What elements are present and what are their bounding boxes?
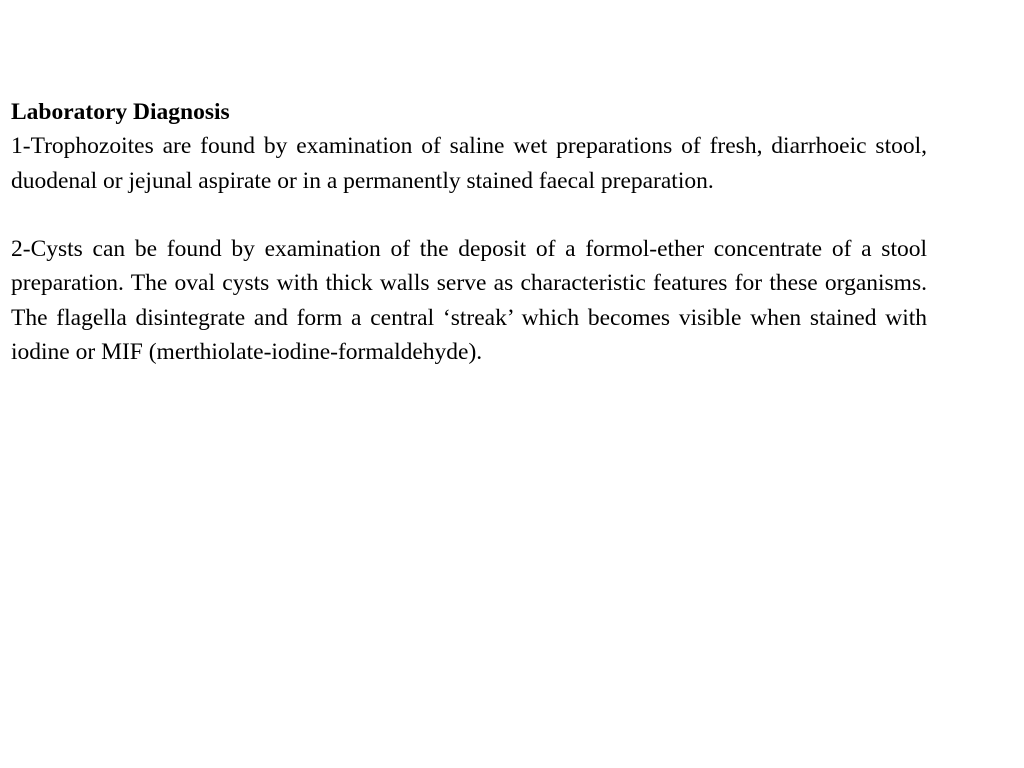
slide-heading: Laboratory Diagnosis — [11, 99, 230, 125]
paragraph-spacer — [11, 198, 927, 232]
slide-content — [11, 95, 927, 369]
paragraph-cysts: 2-Cysts can be found by examination of the deposit of a formol-ether concentrate of a stool preparation. The oval cysts with thick walls serve as characteristic features for these organisms. The flagella disintegrate and form a central ‘streak’ which becomes visible when stained with iodine or MIF (merthiolate-iodine-formaldehyde). — [11, 236, 927, 366]
paragraph-trophozoites: 1-Trophozoites are found by examination of saline wet preparations of fresh, diarrhoeic stool, duodenal or jejunal aspirate or in a permanently stained faecal preparation. — [11, 133, 927, 194]
